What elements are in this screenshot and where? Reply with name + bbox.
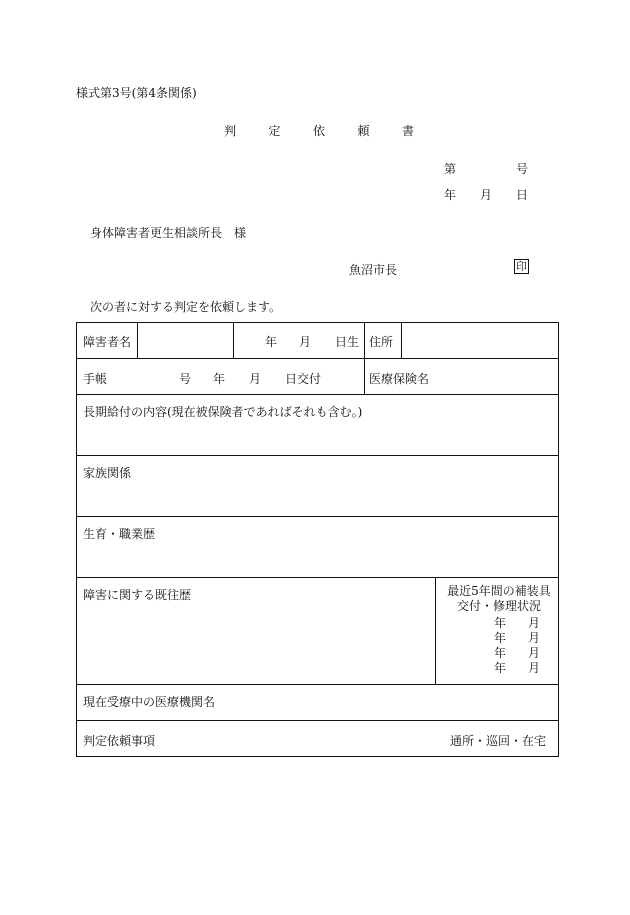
birth-day-label: 日生 — [335, 335, 360, 349]
form-id: 様式第3号(第4条関係) — [76, 86, 197, 100]
row-family[interactable] — [77, 456, 558, 517]
service-mode-options[interactable]: 通所・巡回・在宅 — [449, 734, 546, 748]
handbook-number-suffix: 号 — [179, 372, 192, 386]
entry-month: 月 — [527, 616, 540, 630]
birth-year-label: 年 — [265, 335, 278, 349]
family-label: 家族関係 — [83, 466, 132, 480]
prosthetic-entry — [494, 616, 540, 631]
handbook-issued-label: 日交付 — [285, 372, 322, 386]
title-char: 判 — [224, 124, 237, 138]
date-day: 日 — [515, 188, 528, 202]
entry-year: 年 — [494, 616, 507, 630]
handbook-year-label: 年 — [213, 372, 226, 386]
career-label: 生育・職業歴 — [83, 527, 156, 541]
prosthetic-title — [444, 584, 554, 614]
title-char: 頼 — [357, 124, 370, 138]
current-institution-label: 現在受療中の医療機関名 — [83, 695, 216, 709]
row-long-term-benefits[interactable] — [77, 395, 558, 456]
long-term-benefits-label: 長期給付の内容(現在被保険者であればそれも含む。) — [83, 405, 363, 419]
row-career[interactable] — [77, 517, 558, 578]
row-request-items — [77, 721, 558, 757]
title-char: 書 — [401, 124, 414, 138]
prosthetic-entry — [494, 661, 540, 676]
entry-year: 年 — [494, 646, 507, 660]
prosthetic-entry — [494, 646, 540, 661]
divider — [364, 323, 365, 358]
sender-name: 魚沼市長 — [349, 263, 398, 277]
title-char: 依 — [312, 124, 325, 138]
title-char: 定 — [268, 124, 281, 138]
address-field[interactable] — [402, 323, 558, 358]
prosthetic-title-line2: 交付・修理状況 — [456, 599, 541, 613]
medical-history-label: 障害に関する既往歴 — [83, 588, 192, 602]
row-medical-history — [77, 578, 558, 685]
handbook-month-label: 月 — [249, 372, 262, 386]
prosthetic-status-box[interactable] — [435, 578, 558, 684]
prosthetic-title-line1: 最近5年間の補装具 — [447, 584, 551, 598]
date-year: 年 — [444, 188, 457, 202]
document-number — [444, 160, 528, 177]
request-items-label: 判定依頼事項 — [83, 734, 156, 748]
patient-name-label: 障害者名 — [83, 335, 132, 349]
intro-text: 次の者に対する判定を依頼します。 — [90, 300, 282, 314]
row-handbook — [77, 359, 558, 395]
date-month: 月 — [479, 188, 492, 202]
entry-month: 月 — [527, 646, 540, 660]
insurance-label: 医療保険名 — [369, 372, 430, 386]
divider — [364, 359, 365, 394]
prosthetic-entry — [494, 631, 540, 646]
patient-name-field[interactable] — [138, 323, 232, 358]
document-title — [224, 122, 414, 139]
addressee: 身体障害者更生相談所長 様 — [90, 226, 247, 240]
birth-month-label: 月 — [299, 335, 312, 349]
entry-year: 年 — [494, 661, 507, 675]
number-suffix: 号 — [515, 162, 528, 176]
number-prefix: 第 — [444, 162, 457, 176]
entry-year: 年 — [494, 631, 507, 645]
document-date — [444, 186, 528, 203]
handbook-label: 手帳 — [83, 372, 108, 386]
entry-month: 月 — [527, 661, 540, 675]
request-form-table — [76, 322, 559, 757]
seal-mark: 印 — [516, 260, 527, 273]
address-label: 住所 — [369, 335, 394, 349]
row-current-institution[interactable] — [77, 685, 558, 721]
entry-month: 月 — [527, 631, 540, 645]
row-patient-info — [77, 323, 558, 359]
divider — [233, 323, 234, 358]
